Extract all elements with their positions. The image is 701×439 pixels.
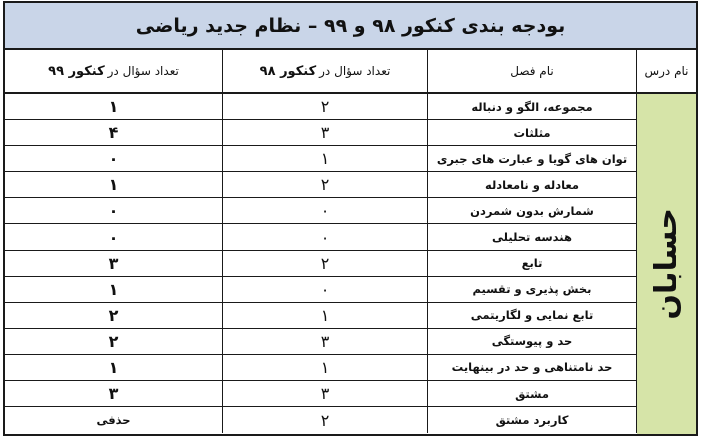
cell-count-99: ۰ — [5, 224, 223, 249]
cell-count-98: ۱ — [223, 303, 428, 328]
cell-chapter: هندسه تحلیلی — [428, 224, 637, 249]
table-row — [5, 303, 637, 329]
cell-count-98: ۰ — [223, 277, 428, 302]
cell-chapter: حد نامتناهی و حد در بینهایت — [428, 355, 637, 380]
subject-cell — [637, 94, 696, 434]
cell-chapter: معادله و نامعادله — [428, 172, 637, 197]
cell-chapter: بخش پذیری و تقسیم — [428, 277, 637, 302]
table-row — [5, 198, 637, 224]
table-row — [5, 94, 637, 120]
cell-count-98: ۳ — [223, 120, 428, 145]
cell-count-99: ۱ — [5, 94, 223, 119]
cell-chapter: حد و پیوستگی — [428, 329, 637, 354]
cell-count-98: ۲ — [223, 94, 428, 119]
table-row — [5, 329, 637, 355]
header-subject: نام درس — [637, 50, 696, 94]
cell-count-99: ۱ — [5, 277, 223, 302]
cell-count-99: ۰ — [5, 146, 223, 171]
subject-label: حسابان — [649, 208, 684, 320]
table-row — [5, 407, 637, 433]
budget-table — [3, 1, 698, 436]
cell-count-99: ۲ — [5, 329, 223, 354]
header-count-99 — [5, 50, 223, 94]
cell-count-98: ۲ — [223, 172, 428, 197]
cell-count-99: ۳ — [5, 251, 223, 276]
header-count-98-bold: کنکور ۹۸ — [259, 63, 317, 79]
header-count-98-prefix: تعداد سؤال در — [319, 64, 391, 78]
cell-count-99: ۲ — [5, 303, 223, 328]
table-row — [5, 224, 637, 250]
cell-chapter: تابع نمایی و لگاریتمی — [428, 303, 637, 328]
table-title: بودجه بندی کنکور ۹۸ و ۹۹ – نظام جدید ریاضی — [5, 3, 696, 50]
header-chapter: نام فصل — [428, 50, 637, 94]
cell-count-98: ۳ — [223, 381, 428, 406]
cell-count-99: ۴ — [5, 120, 223, 145]
cell-count-98: ۰ — [223, 198, 428, 223]
cell-count-98: ۱ — [223, 355, 428, 380]
table-row — [5, 120, 637, 146]
header-count-99-prefix: تعداد سؤال در — [107, 64, 179, 78]
header-count-98 — [223, 50, 428, 94]
cell-count-99: حذفی — [5, 407, 223, 433]
table-row — [5, 251, 637, 277]
cell-count-98: ۰ — [223, 224, 428, 249]
table-row — [5, 381, 637, 407]
cell-chapter: شمارش بدون شمردن — [428, 198, 637, 223]
header-count-99-bold: کنکور ۹۹ — [48, 63, 105, 79]
cell-chapter: توان های گویا و عبارت های جبری — [428, 146, 637, 171]
cell-chapter: کاربرد مشتق — [428, 407, 637, 433]
cell-count-98: ۱ — [223, 146, 428, 171]
cell-chapter: مشتق — [428, 381, 637, 406]
table-row — [5, 355, 637, 381]
cell-count-98: ۲ — [223, 407, 428, 433]
cell-count-98: ۲ — [223, 251, 428, 276]
cell-chapter: تابع — [428, 251, 637, 276]
cell-count-99: ۱ — [5, 172, 223, 197]
table-row — [5, 146, 637, 172]
table-body — [5, 94, 637, 433]
cell-count-98: ۳ — [223, 329, 428, 354]
table-row — [5, 172, 637, 198]
cell-count-99: ۰ — [5, 198, 223, 223]
table-row — [5, 277, 637, 303]
cell-count-99: ۱ — [5, 355, 223, 380]
cell-count-99: ۳ — [5, 381, 223, 406]
cell-chapter: مجموعه، الگو و دنباله — [428, 94, 637, 119]
cell-chapter: مثلثات — [428, 120, 637, 145]
